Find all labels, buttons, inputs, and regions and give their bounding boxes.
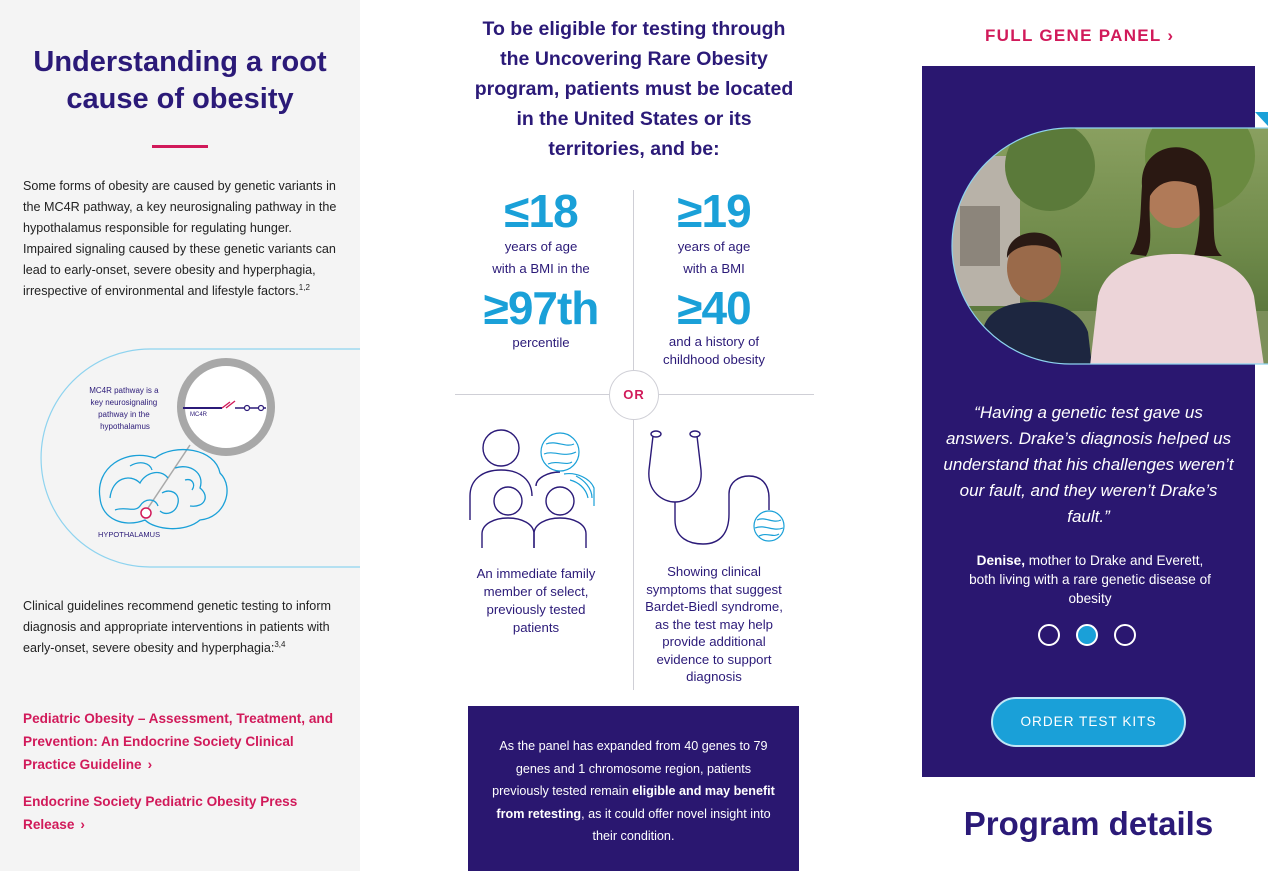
criteria-horizontal-divider-right: [659, 394, 814, 395]
bbs-symptoms-text-line: symptoms that suggest: [646, 581, 782, 597]
intro-references: 1,2: [298, 282, 310, 292]
corner-accent: [1255, 112, 1268, 126]
guidelines-paragraph: [23, 596, 341, 659]
full-gene-panel-label: FULL GENE PANEL: [985, 26, 1162, 45]
attribution-text: mother to Drake and Everett, both living with a rare genetic disease of obesity: [969, 553, 1211, 606]
bbs-symptoms-text-line: Showing clinical: [667, 564, 761, 579]
carousel-dot-1[interactable]: [1038, 624, 1060, 646]
clinical-guideline-link[interactable]: [23, 707, 341, 776]
intro-paragraph: [23, 176, 341, 302]
family-photo: [950, 126, 1268, 366]
pediatric-age-value: ≤18: [504, 185, 578, 237]
press-release-link-label: Endocrine Society Pediatric Obesity Press Release: [23, 794, 298, 832]
eligibility-heading: To be eligible for testing through the Uncovering Rare Obesity program, patients must be located in the United States or its territories, and be:: [474, 18, 794, 160]
hypothalamus-label: HYPOTHALAMUS: [98, 530, 161, 539]
program-details-heading: Program details: [963, 805, 1214, 842]
family-member-text-line: previously tested: [486, 602, 586, 617]
chevron-right-icon: ›: [1167, 26, 1175, 45]
pediatric-bmi-text: percentile: [512, 335, 570, 350]
adult-age-text: years of age: [677, 239, 751, 254]
bbs-symptoms-text: [640, 563, 788, 686]
carousel-dots: [1038, 624, 1138, 648]
testimonial-quote: “Having a genetic test gave us answers. Drake’s diagnosis helped us understand that his challenges weren’t our fault, and they weren’t Drake’s fault.”: [943, 403, 1234, 526]
family-icon: [468, 426, 602, 550]
chevron-right-icon: ›: [147, 757, 153, 772]
bbs-symptoms-text-line: provide additional: [662, 634, 766, 649]
bbs-symptoms-text-line: Bardet-Biedl syndrome,: [645, 599, 783, 614]
family-member-text-line: An immediate family: [476, 566, 596, 581]
intro-text: Some forms of obesity are caused by genetic variants in the MC4R pathway, a key neurosignaling pathway in the hypothalamus responsible for regulating hunger. Impaired signaling caused by these genetic variants can lead to early-onset, severe obesity and hyperphagia, irrespective of environmental and lifestyle factors.: [23, 179, 337, 298]
mc4r-label: MC4R: [190, 412, 208, 418]
stethoscope-icon: [645, 426, 787, 548]
attribution-name: Denise,: [976, 553, 1026, 568]
adult-bmi-text: [641, 333, 787, 369]
criteria-vertical-divider: [633, 190, 634, 690]
carousel-dot-3[interactable]: [1114, 624, 1136, 646]
testimonial-attribution: [966, 551, 1214, 608]
or-separator: OR: [609, 370, 659, 420]
diagram-caption: MC4R pathway is a key neurosignaling pathway in the hypothalamus: [89, 386, 159, 431]
pediatric-bmi-value: ≥97th: [483, 282, 599, 334]
heading-divider: [152, 145, 208, 148]
left-info-column: [0, 0, 360, 871]
mc4r-hypothalamus-diagram: [40, 348, 370, 568]
guidelines-text: Clinical guidelines recommend genetic testing to inform diagnosis and appropriate interventions in patients with early-onset, severe obesity and hyperphagia:: [23, 599, 331, 655]
adult-age-value: ≥19: [677, 185, 751, 237]
banner-emphasis: eligible and may benefit from retesting: [496, 784, 775, 821]
guidelines-references: 3,4: [274, 639, 286, 649]
adult-bmi-intro: with a BMI: [683, 261, 745, 276]
press-release-link[interactable]: [23, 790, 341, 836]
order-test-kits-button[interactable]: ORDER TEST KITS: [991, 697, 1186, 747]
adult-bmi-value: ≥40: [677, 282, 751, 334]
bbs-symptoms-text-line: evidence to support: [656, 651, 772, 667]
banner-text-end: , as it could offer novel insight into their condition.: [581, 806, 771, 843]
adult-bmi-text-line: and a history of: [668, 334, 760, 349]
family-member-text-line: patients: [512, 620, 560, 635]
pediatric-age-text: years of age: [504, 239, 578, 254]
bbs-symptoms-text-line: diagnosis: [686, 669, 742, 684]
bbs-symptoms-text-line: as the test may help: [654, 616, 774, 632]
banner-text: As the panel has expanded from 40 genes to 79 genes and 1 chromosome region, patients previously tested remain: [492, 739, 768, 798]
carousel-dot-2[interactable]: [1076, 624, 1098, 646]
pediatric-bmi-intro: with a BMI in the: [492, 261, 590, 276]
section-heading: Understanding a root cause of obesity: [33, 46, 327, 115]
criteria-horizontal-divider-left: [455, 394, 609, 395]
full-gene-panel-link[interactable]: [985, 24, 1195, 48]
clinical-guideline-link-label: Pediatric Obesity – Assessment, Treatment, and Prevention: An Endocrine Society Clinical Practice Guideline: [23, 711, 334, 772]
family-member-text: [468, 565, 604, 637]
family-member-text-line: member of select,: [483, 584, 589, 599]
retesting-banner: [468, 706, 799, 871]
chevron-right-icon: ›: [80, 817, 85, 832]
adult-bmi-text-line: childhood obesity: [663, 352, 765, 367]
